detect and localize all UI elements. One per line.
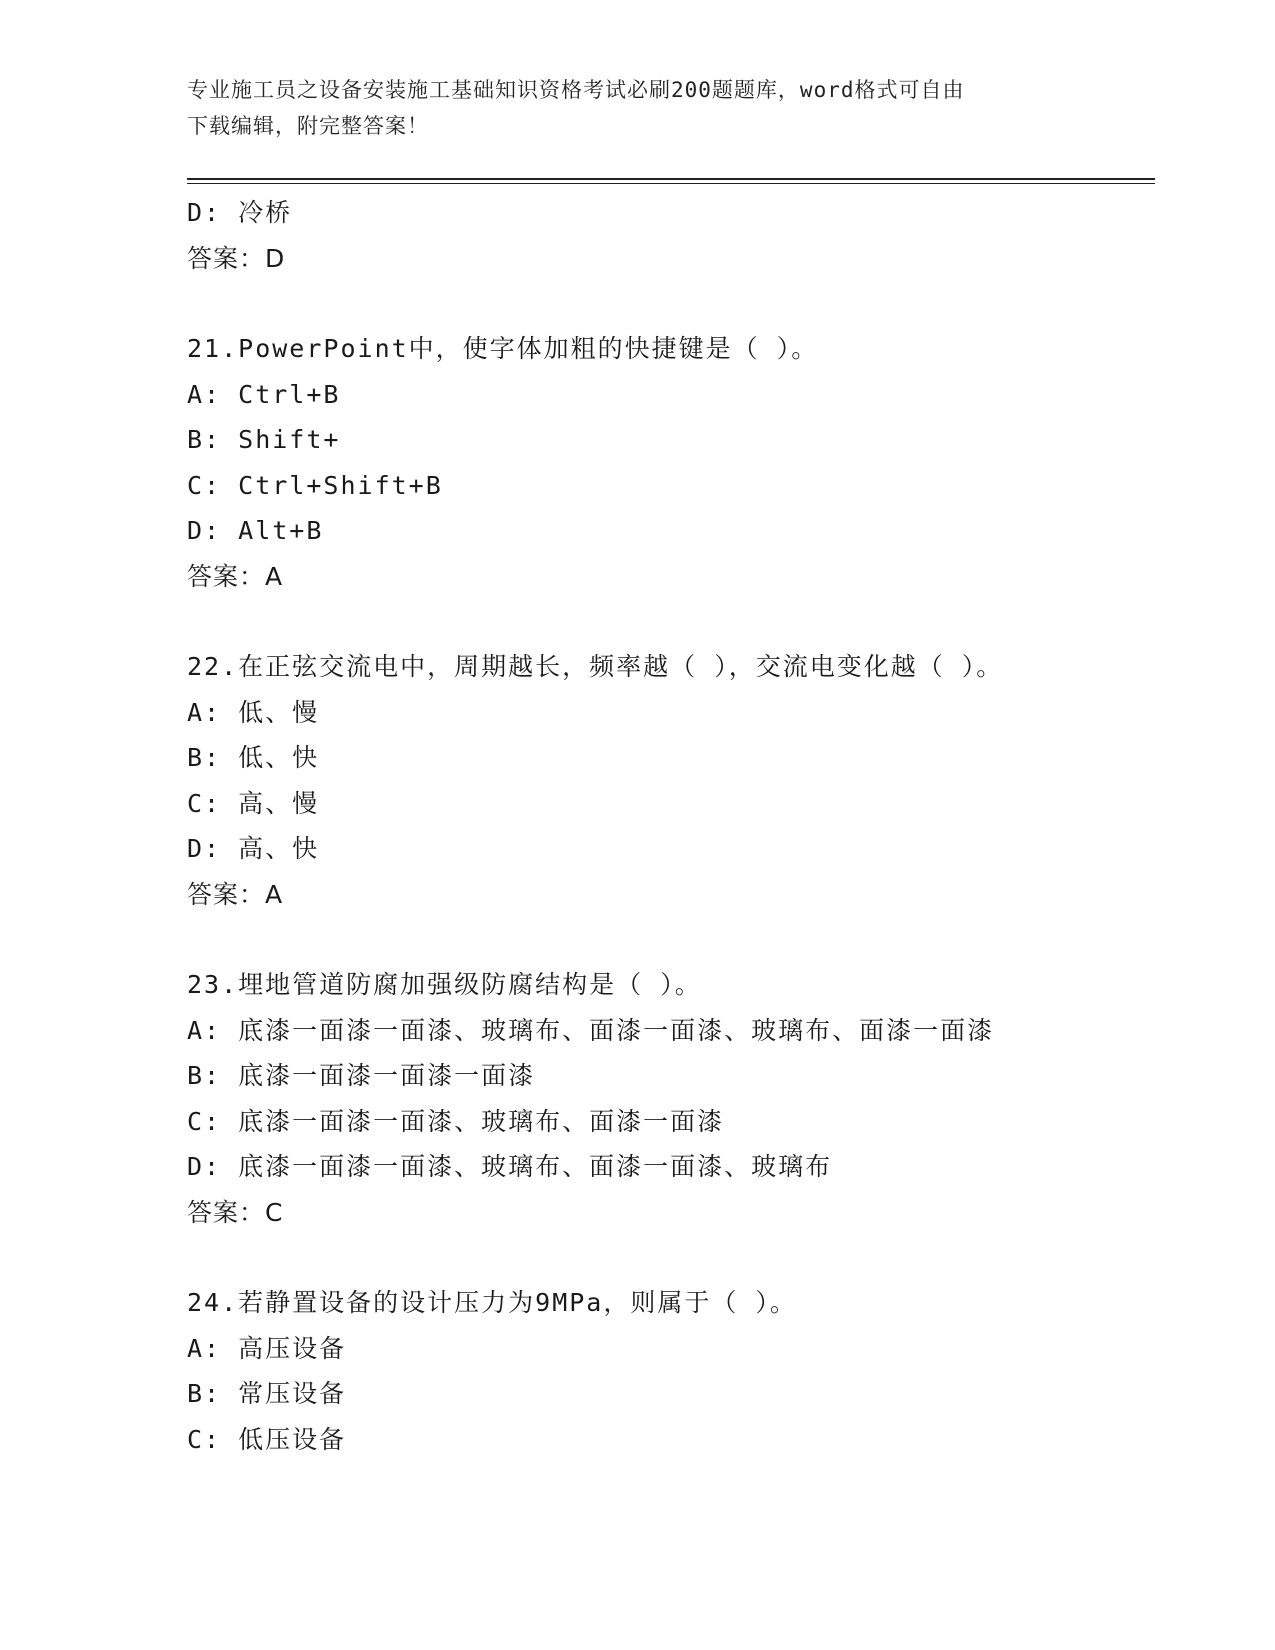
prev-answer: 答案：D xyxy=(187,243,286,273)
question-22 xyxy=(187,644,1147,917)
question-23 xyxy=(187,962,1147,1235)
question-21 xyxy=(187,326,1147,599)
option-b: B: 低、快 xyxy=(187,743,320,772)
option-c: C: 高、慢 xyxy=(187,788,320,818)
header-line-1: 专业施工员之设备安装施工基础知识资格考试必刷200题题库，word格式可自由 xyxy=(187,78,965,102)
prev-option-d: D: 冷桥 xyxy=(187,198,293,227)
option-c: C: 低压设备 xyxy=(187,1424,347,1454)
option-d: D: Alt+B xyxy=(187,516,324,545)
question-stem: 21.PowerPoint中，使字体加粗的快捷键是（ ）。 xyxy=(187,334,819,363)
header-divider-thick xyxy=(187,178,1155,180)
document-header xyxy=(187,72,1067,144)
header-line-2: 下载编辑，附完整答案！ xyxy=(187,114,429,138)
question-stem: 22.在正弦交流电中，周期越长，频率越（ ），交流电变化越（ ）。 xyxy=(187,652,1004,681)
question-stem: 24.若静置设备的设计压力为9MPa，则属于（ ）。 xyxy=(187,1288,797,1317)
option-c: C: 底漆一面漆一面漆、玻璃布、面漆一面漆 xyxy=(187,1106,725,1136)
option-a: A: 底漆一面漆一面漆、玻璃布、面漆一面漆、玻璃布、面漆一面漆 xyxy=(187,1015,995,1045)
answer: 答案：C xyxy=(187,1197,284,1227)
option-c: C: Ctrl+Shift+B xyxy=(187,470,443,500)
spacer xyxy=(187,917,1147,962)
question-24 xyxy=(187,1280,1147,1462)
option-b: B: Shift+ xyxy=(187,425,341,454)
answer: 答案：A xyxy=(187,561,284,591)
option-b: B: 常压设备 xyxy=(187,1379,347,1408)
option-b: B: 底漆一面漆一面漆一面漆 xyxy=(187,1061,536,1090)
spacer xyxy=(187,1235,1147,1280)
option-a: A: Ctrl+B xyxy=(187,379,341,409)
option-a: A: 高压设备 xyxy=(187,1333,347,1363)
option-d: D: 底漆一面漆一面漆、玻璃布、面漆一面漆、玻璃布 xyxy=(187,1152,833,1181)
spacer xyxy=(187,599,1147,644)
question-stem: 23.埋地管道防腐加强级防腐结构是（ ）。 xyxy=(187,970,702,999)
answer: 答案：A xyxy=(187,879,284,909)
spacer xyxy=(187,281,1147,326)
option-d: D: 高、快 xyxy=(187,834,320,863)
option-a: A: 低、慢 xyxy=(187,697,320,727)
header-divider-thin xyxy=(187,183,1155,184)
question-list xyxy=(187,190,1147,1462)
